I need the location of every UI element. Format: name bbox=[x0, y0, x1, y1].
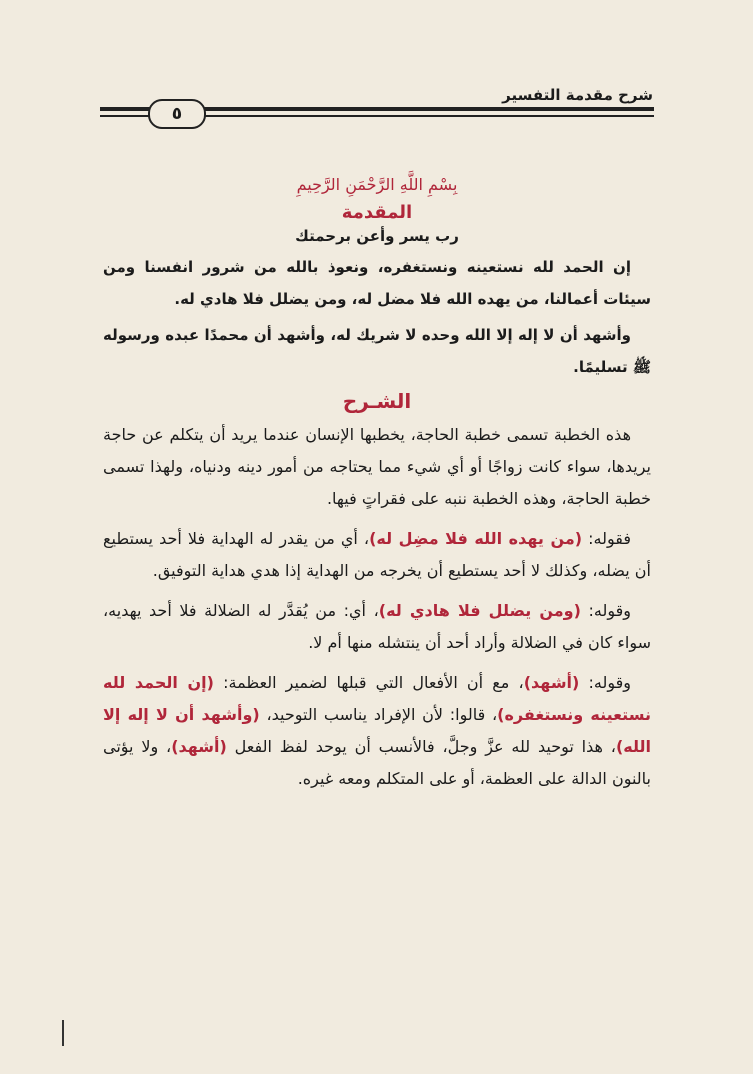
sharh-paragraph-4 bbox=[103, 667, 651, 795]
p4-text-b: ، مع أن الأفعال التي قبلها لضمير العظمة: bbox=[213, 673, 524, 692]
p4-text-c: ، قالوا: لأن الإفراد يناسب التوحيد، bbox=[259, 705, 498, 724]
p4-quote-3: (وأشهد أن لا إله إلا الله) bbox=[103, 705, 651, 756]
muqaddima-heading: المقدمة bbox=[341, 202, 413, 223]
p2-rest: ، أي من يقدر له الهداية فلا أحد يستطيع أن يضله، وكذلك لا أحد يستطيع أن يخرجه من الهداية إذا هدي هداية التوفيق. bbox=[103, 529, 651, 580]
running-header-title: شرح مقدمة التفسير bbox=[502, 86, 653, 104]
matn-paragraph-1: إن الحمد لله نستعينه ونستغفره، ونعوذ بالله من شرور انفسنا ومن سيئات أعمالنا، من يهده الله فلا مضل له، ومن يضلل فلا هادي له. bbox=[103, 258, 651, 308]
sharh-paragraph-2 bbox=[103, 523, 651, 587]
dua-line: رب يسر وأعن برحمتك bbox=[295, 227, 459, 245]
sharh-heading: الشـرح bbox=[342, 389, 412, 413]
p3-quote: (ومن يضلل فلا هادي له) bbox=[378, 601, 581, 620]
margin-mark bbox=[62, 1020, 64, 1046]
p2-lead: فقوله: bbox=[582, 529, 631, 548]
page-body bbox=[103, 175, 651, 803]
p3-rest: ، أي: من يُقدَّر له الضلالة فلا أحد يهديه، سواء كان في الضلالة وأراد أحد أن ينتشله منها أم لا. bbox=[103, 601, 651, 652]
p4-lead: وقوله: bbox=[579, 673, 632, 692]
sharh-paragraph-3 bbox=[103, 595, 651, 659]
p2-quote: (من يهده الله فلا مضِل له) bbox=[369, 529, 583, 548]
p3-lead: وقوله: bbox=[580, 601, 631, 620]
page-number: ٥ bbox=[148, 99, 206, 129]
p4-text-e: ، ولا يؤتى بالنون الدالة على العظمة، أو على المتكلم ومعه غيره. bbox=[103, 737, 651, 788]
p4-quote-4: (أشهد) bbox=[171, 737, 227, 756]
basmala: بِسْمِ اللَّهِ الرَّحْمَنِ الرَّحِيمِ bbox=[296, 175, 458, 194]
matn-paragraph-2: وأشهد أن لا إله إلا الله وحده لا شريك له، وأشهد أن محمدًا عبده ورسوله ﷺ تسليمًا. bbox=[103, 326, 651, 376]
p4-text-d: ، هذا توحيد لله عزَّ وجلَّ، فالأنسب أن يوحد لفظ الفعل bbox=[226, 737, 616, 756]
sharh-paragraph-1: هذه الخطبة تسمى خطبة الحاجة، يخطبها الإنسان عندما يريد أن يتكلم عن حاجة يريدها، سواء كانت زواجًا أو أي شيء مما يحتاجه من أمور دينه ودنياه، ولهذا تسمى خطبة الحاجة، وهذه الخطبة ننبه على فقراتٍ فيها. bbox=[103, 425, 651, 508]
p4-quote-2: (إن الحمد لله نستعينه ونستغفره) bbox=[103, 673, 651, 724]
p4-quote-1: (أشهد) bbox=[523, 673, 580, 692]
